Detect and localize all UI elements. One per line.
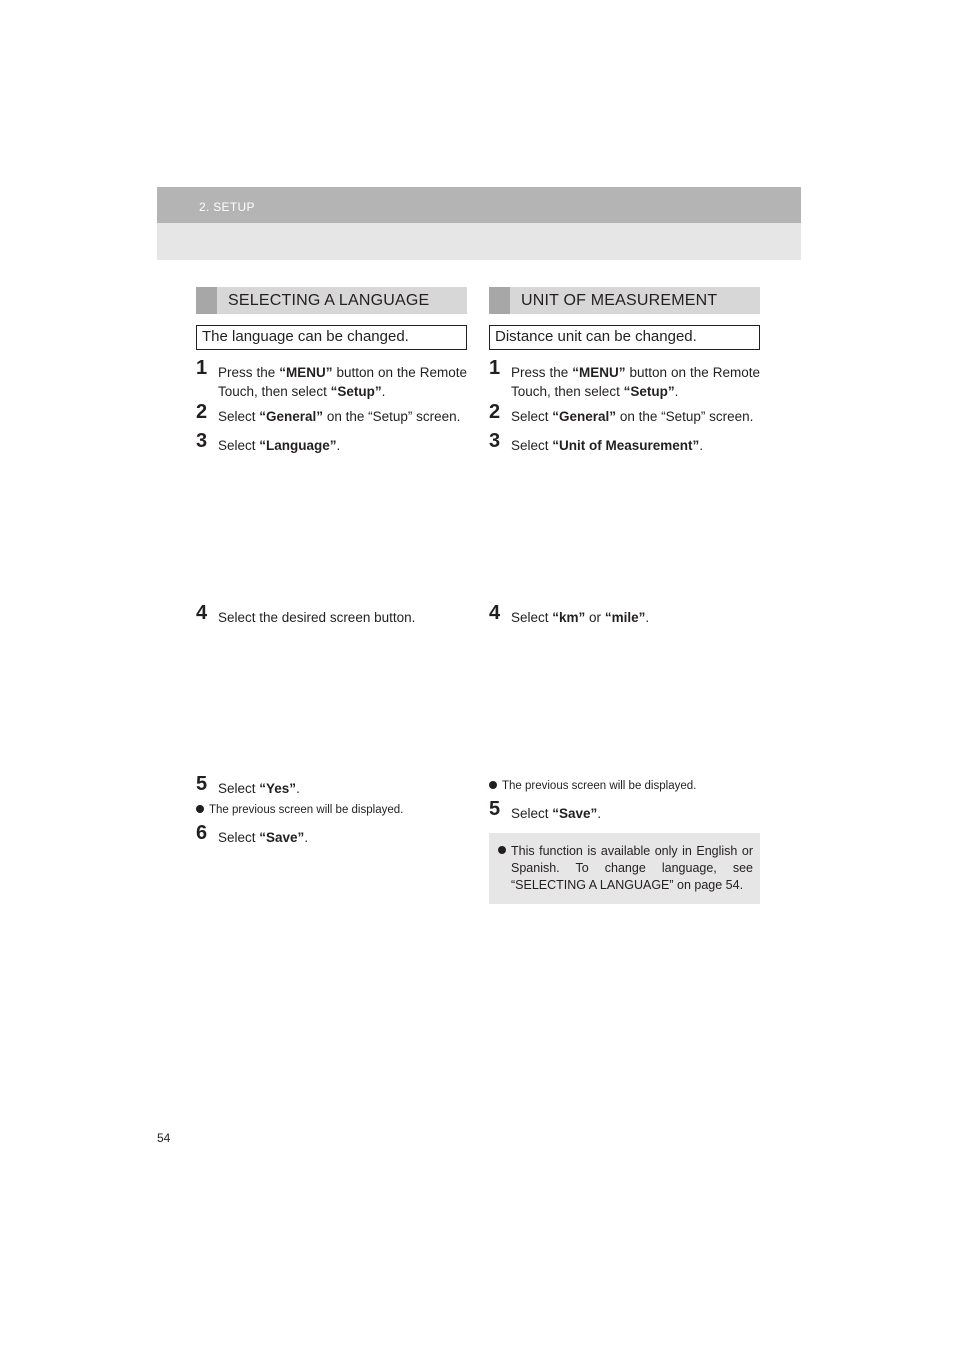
language-description: The language can be changed. [196, 325, 467, 350]
language-step-6: 6 Select “Save”. [196, 822, 309, 845]
section-header-band [157, 187, 801, 223]
unit-heading [489, 287, 760, 314]
unit-step-4: 4 Select “km” or “mile”. [489, 602, 650, 625]
heading-marker [489, 287, 510, 314]
unit-step-2: 2 Select “General” on the “Setup” screen. [489, 401, 754, 424]
unit-note: This function is available only in English or Spanish. To change language, see “SELECTING A LANGUAGE” on page 54. [489, 833, 760, 904]
page-number: 54 [157, 1131, 171, 1145]
unit-bullet: The previous screen will be displayed. [489, 779, 760, 794]
language-step-5: 5 Select “Yes”. [196, 773, 300, 796]
bullet-icon [498, 846, 506, 854]
unit-step-3: 3 Select “Unit of Measurement”. [489, 430, 704, 453]
language-bullet: The previous screen will be displayed. [196, 803, 467, 818]
unit-heading-title: UNIT OF MEASUREMENT [521, 291, 718, 309]
language-step-2: 2 Select “General” on the “Setup” screen. [196, 401, 461, 424]
language-step-1: 1 Press the “MENU” button on the Remote Touch, then select “Setup”. [196, 357, 468, 399]
unit-description: Distance unit can be changed. [489, 325, 760, 350]
section-header [157, 187, 801, 260]
heading-marker [196, 287, 217, 314]
bullet-icon [489, 781, 497, 789]
language-heading-title: SELECTING A LANGUAGE [228, 291, 430, 309]
bullet-icon [196, 805, 204, 813]
language-step-3: 3 Select “Language”. [196, 430, 341, 453]
language-column [196, 287, 468, 845]
language-step-4: 4 Select the desired screen button. [196, 602, 416, 625]
unit-step-1: 1 Press the “MENU” button on the Remote Touch, then select “Setup”. [489, 357, 761, 399]
language-heading [196, 287, 467, 314]
unit-step-5: 5 Select “Save”. [489, 798, 602, 821]
section-title: 2. SETUP [199, 200, 255, 214]
unit-column [489, 287, 761, 892]
